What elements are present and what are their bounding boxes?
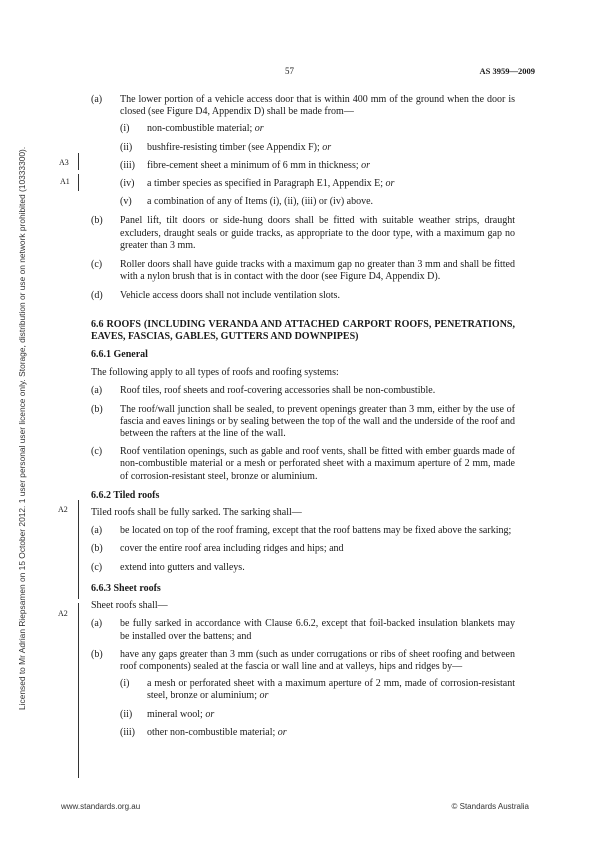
item-text: The lower portion of a vehicle access door that is within 400 mm of the ground when the door is closed (see Figure D4, Appendix D) shall be made from— xyxy=(120,94,515,118)
sub-label: (i) xyxy=(120,123,130,135)
amendment-bar xyxy=(78,174,79,191)
sub-label: (iii) xyxy=(120,726,135,738)
clause-item xyxy=(91,385,515,397)
sub-text: mineral wool; xyxy=(147,708,206,720)
amendment-mark-a3: A3 xyxy=(59,158,69,167)
sub-text: a mesh or perforated sheet with a maximum aperture of 2 mm, made of corrosion-resistant steel, bronze or aluminium; xyxy=(147,678,515,702)
paragraph: Sheet roofs shall— xyxy=(91,600,168,612)
item-label: (a) xyxy=(91,618,103,630)
item-label: (d) xyxy=(91,290,103,302)
amendment-mark-a2: A2 xyxy=(58,609,68,618)
paragraph: The following apply to all types of roofs and roofing systems: xyxy=(91,367,339,379)
item-text: Roof ventilation openings, such as gable and roof vents, shall be fitted with ember guards made of non-combustible material or a mesh or perforated sheet with a maximum aperture of 2 mm, made of corrosion-resistant steel, bronze or aluminium. xyxy=(120,446,515,482)
subsection-heading: 6.6.1 General xyxy=(91,349,148,361)
licence-notice-text: Licensed to Mr Adrian Riepsamen on 15 October 2012. 1 user personal user licence only. Storage, distribution or use on network prohibited (10333300). xyxy=(17,146,27,710)
sub-item xyxy=(120,727,515,739)
clause-item xyxy=(91,259,515,283)
sub-text: fibre-cement sheet a minimum of 6 mm in thickness; xyxy=(147,159,362,171)
sub-item xyxy=(120,123,515,135)
sub-item xyxy=(120,709,515,721)
item-label: (c) xyxy=(91,561,103,573)
clause-item xyxy=(91,94,515,118)
clause-item xyxy=(91,215,515,252)
item-text: The roof/wall junction shall be sealed, to prevent openings greater than 3 mm, either by the use of fascia and eaves linings or by sealing between the top of the wall and the underside of the roof and between the rafters at the line of the wall. xyxy=(120,403,515,440)
sub-text: non-combustible material; xyxy=(147,123,255,135)
sub-text: a combination of any of Items (i), (ii), (iii) or (iv) above. xyxy=(147,196,374,208)
sub-label: (v) xyxy=(120,196,132,208)
sub-text: a timber species as specified in Paragraph E1, Appendix E; xyxy=(147,178,386,190)
item-text: cover the entire roof area including ridges and hips; and xyxy=(120,543,344,555)
item-label: (a) xyxy=(91,525,103,537)
item-text: extend into gutters and valleys. xyxy=(120,561,245,573)
item-label: (b) xyxy=(91,648,103,660)
sub-conj: or xyxy=(259,690,269,702)
clause-item xyxy=(91,562,515,574)
item-label: (c) xyxy=(91,446,103,458)
sub-text: other non-combustible material; xyxy=(147,726,278,738)
sub-label: (ii) xyxy=(120,141,133,153)
item-text: Vehicle access doors shall not include ventilation slots. xyxy=(120,290,340,302)
item-text: Panel lift, tilt doors or side-hung doors shall be fitted with suitable weather strips, draught excluders, draught seals or guide tracks, as appropriate to the door type, with a maximum gap no greater than 3 mm. xyxy=(120,215,515,251)
sub-conj: or xyxy=(254,123,264,135)
amendment-bar xyxy=(78,153,79,170)
sub-conj: or xyxy=(322,141,332,153)
sub-list xyxy=(120,123,515,208)
sub-item xyxy=(120,178,515,190)
sub-item xyxy=(120,678,515,702)
item-text: Roller doors shall have guide tracks with a maximum gap no greater than 3 mm and shall be fitted with a nylon brush that is in contact with the door (see Figure D4, Appendix D). xyxy=(120,259,515,283)
item-text: be fully sarked in accordance with Clause 6.6.2, except that foil-backed insulation blankets may be installed over the battens; and xyxy=(120,618,515,642)
amendment-bar xyxy=(78,500,79,599)
paragraph: Tiled roofs shall be fully sarked. The sarking shall— xyxy=(91,507,302,519)
standard-number: AS 3959—2009 xyxy=(479,66,535,76)
sub-conj: or xyxy=(361,159,371,171)
clause-item xyxy=(91,618,515,642)
sub-label: (ii) xyxy=(120,708,133,720)
item-label: (c) xyxy=(91,259,103,271)
sub-item xyxy=(120,160,515,172)
amendment-mark-a1: A1 xyxy=(60,177,70,186)
amendment-bar xyxy=(78,603,79,778)
item-label: (b) xyxy=(91,403,103,415)
licence-notice xyxy=(17,146,27,710)
subsection-heading: 6.6.3 Sheet roofs xyxy=(91,582,161,594)
sub-conj: or xyxy=(277,726,287,738)
sub-label: (iv) xyxy=(120,178,135,190)
amendment-mark-a2: A2 xyxy=(58,505,68,514)
sub-conj: or xyxy=(385,178,395,190)
section-title: 6.6 ROOFS (INCLUDING VERANDA AND ATTACHED CARPORT ROOFS, PENETRATIONS, EAVES, FASCIAS, GABLES, GUTTERS AND DOWNPIPES) xyxy=(91,318,515,342)
footer-website: www.standards.org.au xyxy=(61,802,141,811)
sub-list xyxy=(120,678,515,739)
clause-item xyxy=(91,543,515,555)
item-label: (b) xyxy=(91,215,103,227)
item-label: (b) xyxy=(91,543,103,555)
sub-item xyxy=(120,142,515,154)
sub-item xyxy=(120,196,515,208)
sub-conj: or xyxy=(205,708,215,720)
page-body xyxy=(91,94,515,739)
clause-item xyxy=(91,290,515,302)
clause-item xyxy=(91,404,515,441)
clause-item xyxy=(91,649,515,673)
clause-item xyxy=(91,446,515,483)
sub-text: bushfire-resisting timber (see Appendix F); xyxy=(147,141,323,153)
sub-label: (i) xyxy=(120,678,130,690)
item-label: (a) xyxy=(91,385,103,397)
page-number: 57 xyxy=(285,66,294,76)
item-label: (a) xyxy=(91,94,103,105)
item-text: Roof tiles, roof sheets and roof-covering accessories shall be non-combustible. xyxy=(120,385,436,397)
item-text: be located on top of the roof framing, except that the roof battens may be fixed above the sarking; xyxy=(120,525,512,537)
footer-copyright: © Standards Australia xyxy=(451,802,529,811)
subsection-heading: 6.6.2 Tiled roofs xyxy=(91,489,160,501)
sub-label: (iii) xyxy=(120,159,135,171)
clause-item xyxy=(91,525,515,537)
item-text: have any gaps greater than 3 mm (such as under corrugations or ribs of sheet roofing and between roof components) sealed at the fascia or wall line and at valleys, hips and ridges by— xyxy=(120,648,515,672)
